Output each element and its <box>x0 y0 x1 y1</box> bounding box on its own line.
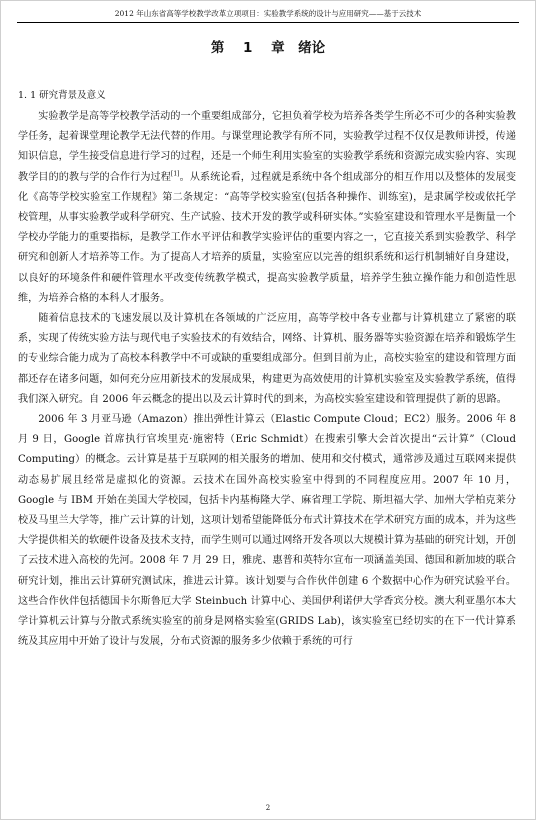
paragraph-3: 2006 年 3 月亚马逊（Amazon）推出弹性计算云（Elastic Compute Cloud；EC2）服务。2006 年 8 月 9 日，Google 首席执行官埃里克·施密特（Eric Schmidt）在搜索引擎大会首次提出“云计算”（Cloud Computing）的概念。云计算是基于互联网的相关服务的增加、使用和交付模式，通常涉及通过互联网来提供动态易扩展且经常是虚拟化的资源。云技术在国外高校实验室中得到的不同程度应用。2007 年 10 月，Google 与 IBM 开始在美国大学校园，包括卡内基梅隆大学、麻省理工学院、斯坦福大学、加州大学柏克莱分校及马里兰大学等，推广云计算的计划，这项计划希望能降低分布式计算技术在学术研究方面的成本，并为这些大学提供相关的软硬件设备及技术支持，而学生则可以通过网络开发各项以大规模计算为基础的研究计划，开创了云技术进入高校的先河。2008 年 7 月 29 日，雅虎、惠普和英特尔宣布一项涵盖美国、德国和新加坡的联合研究计划，推出云计算研究测试床，推进云计算。该计划要与合作伙伴创建 6 个数据中心作为研究试验平台。这些合作伙伴包括德国卡尔斯鲁厄大学 Steinbuch 计算中心、美国伊利诺伊大学香宾分校。澳大利亚墨尔本大学计算机云计算与分散式系统实验室的前身是网格实验室(GRIDS Lab)，该实验室已经切实的在下一代计算系统及其应用中开始了设计与发展，分布式资源的服务多少依赖于系统的可行 <box>18 414 516 648</box>
citation-marker[interactable]: [1] <box>170 170 180 178</box>
paragraph-1-text-a: 实验教学是高等学校教学活动的一个重要组成部分，它担负着学校为培养各类学生所必不可少的各种实验教学任务，起着课堂理论教学无法代替的作用。与课堂理论教学有所不同，实验教学过程不仅仅是教师讲授，传递知识信息，学生接受信息进行学习的过程，还是一个师生利用实验室的实验教学系统和资源完成实验内容、实现教学目的的教与学的合作行为过程 <box>18 111 516 183</box>
body-text <box>18 107 516 652</box>
paragraph-1-text-b: 。从系统论看，过程就是系统中各个组成部分的相互作用以及整体的发展变化《高等学校实验室工作规程》第二条规定：“高等学校实验室(包括各种操作、训练室)，是隶属学校或依托学校管理，从事实验教学或科学研究、生产试验、技术开发的教学或科研实体。”实验室建设和管理水平是衡量一个学校办学能力的重要指标，是教学工作水平评估和教学实验评估的重要内容之一，它直接关系到实验教学、科学研究和创新人才培养等工作。为了提高人才培养的质量，实验室应以完善的组织系统和运行机制辅好自身建设，以良好的环境条件和硬件管理水平改变传统教学模式，提高实验教学质量，培养学生独立操作能力和创造性思维，为培养合格的本科人才服务。 <box>18 171 516 304</box>
section-heading: 1. 1 研究背景及意义 <box>18 90 106 101</box>
paragraph-1 <box>18 107 516 309</box>
header-rule <box>17 22 519 23</box>
page-number: 2 <box>265 804 271 812</box>
paragraph-2: 随着信息技术的飞速发展以及计算机在各领域的广泛应用，高等学校中各专业都与计算机建立了紧密的联系，实现了传统实验方法与现代电子实验技术的有效结合，网络、计算机、服务器等实验资源在培养和锻炼学生的专业综合能力成为了高校本科教学中不可或缺的重要组成部分。但到目前为止，高校实验室的建设和管理方面都还存在诸多问题，如何充分应用新技术的发展成果，构建更为高效使用的计算机实验室及实验教学系统，值得我们深入研究。自 2006 年云概念的提出以及云计算时代的到来，为高校实验室建设和管理提供了新的思路。 <box>18 313 516 405</box>
chapter-title: 第 1 章 绪论 <box>210 40 326 56</box>
running-header: 2012 年山东省高等学校教学改革立项项目：实验教学系统的设计与应用研究——基于云技术 <box>114 9 422 18</box>
